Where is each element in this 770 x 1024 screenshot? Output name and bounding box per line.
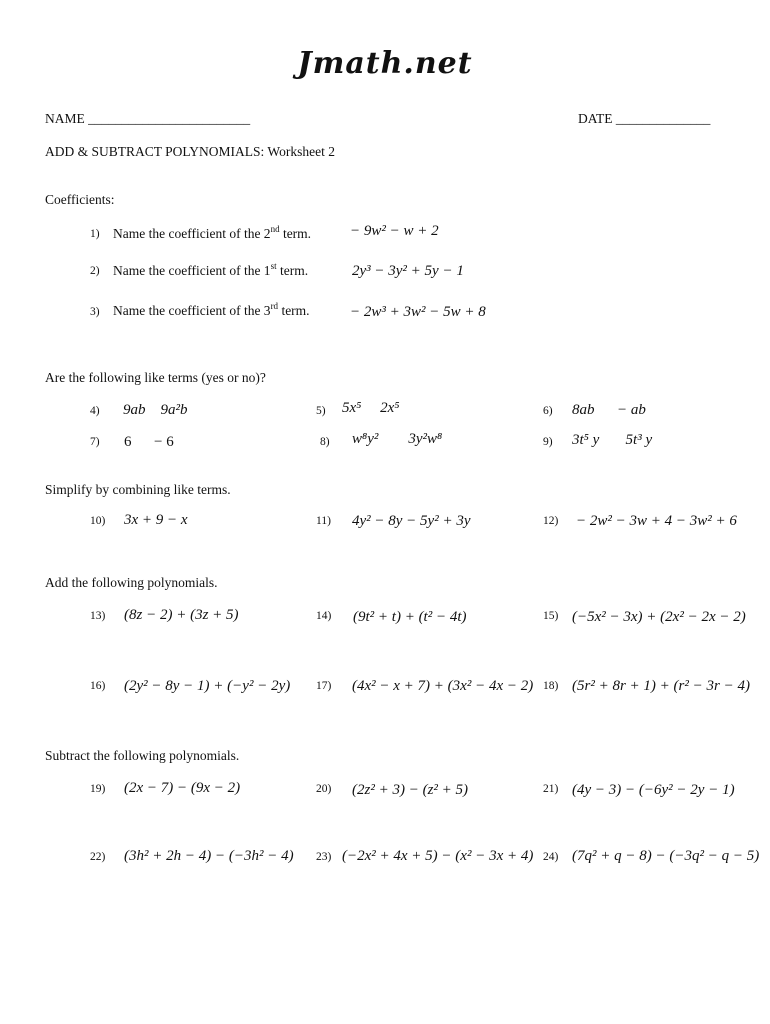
problem-instruction: Name the coefficient of the 2nd term. <box>113 224 312 241</box>
problem-number: 14) <box>316 610 332 622</box>
problem-expression: (5r² + 8r + 1) + (r² − 3r − 4) <box>572 678 750 694</box>
problem-expression: 3x + 9 − x <box>124 512 188 528</box>
problem-expression: w⁸y² 3y²w⁸ <box>352 431 443 447</box>
problem-expression: (8z − 2) + (3z + 5) <box>124 607 239 623</box>
problem-number: 18) <box>543 680 559 692</box>
problem-number: 12) <box>543 515 559 527</box>
problem-expression: (4y − 3) − (−6y² − 2y − 1) <box>572 782 735 798</box>
problem-instruction: Name the coefficient of the 1st term. <box>113 261 309 278</box>
problem-expression: (7q² + q − 8) − (−3q² − q − 5) <box>572 848 760 864</box>
problem-expression: (−2x² + 4x + 5) − (x² − 3x + 4) <box>342 848 534 864</box>
problem-expression: (9t² + t) + (t² − 4t) <box>353 609 467 625</box>
problem-number: 9) <box>543 436 553 448</box>
problem-number: 16) <box>90 680 106 692</box>
date-field-label: DATE ______________ <box>578 111 711 126</box>
problem-expression: 9ab 9a²b <box>123 402 188 418</box>
name-field-label: NAME ________________________ <box>45 111 251 126</box>
section-heading-add: Add the following polynomials. <box>45 575 218 590</box>
site-logo: Jmath.net <box>297 46 473 81</box>
problem-expression: (2z² + 3) − (z² + 5) <box>352 782 469 798</box>
problem-number: 19) <box>90 783 106 795</box>
problem-expression: (−5x² − 3x) + (2x² − 2x − 2) <box>572 609 746 625</box>
problem-expression: 6 − 6 <box>124 434 174 450</box>
problem-expression: 4y² − 8y − 5y² + 3y <box>352 513 471 529</box>
problem-expression: 3t⁵ y 5t³ y <box>572 432 653 448</box>
problem-expression: 8ab − ab <box>572 402 646 418</box>
problem-expression: − 9w² − w + 2 <box>350 223 439 239</box>
problem-expression: − 2w³ + 3w² − 5w + 8 <box>350 304 486 320</box>
problem-expression: (4x² − x + 7) + (3x² − 4x − 2) <box>352 678 534 694</box>
problem-number: 2) <box>90 265 100 277</box>
problem-number: 7) <box>90 436 100 448</box>
problem-number: 11) <box>316 515 331 527</box>
section-heading-coefficients: Coefficients: <box>45 192 115 207</box>
problem-instruction: Name the coefficient of the 3rd term. <box>113 301 310 318</box>
problem-number: 17) <box>316 680 332 692</box>
problem-number: 24) <box>543 851 559 863</box>
problem-expression: − 2w² − 3w + 4 − 3w² + 6 <box>576 513 737 529</box>
problem-expression: (2y² − 8y − 1) + (−y² − 2y) <box>124 678 291 694</box>
section-heading-simplify: Simplify by combining like terms. <box>45 482 231 497</box>
section-heading-like-terms: Are the following like terms (yes or no)? <box>45 370 266 385</box>
problem-expression: 5x⁵ 2x⁵ <box>342 400 400 416</box>
problem-expression: (2x − 7) − (9x − 2) <box>124 780 241 796</box>
problem-number: 22) <box>90 851 106 863</box>
problem-number: 6) <box>543 405 553 417</box>
problem-number: 1) <box>90 228 100 240</box>
problem-number: 4) <box>90 405 100 417</box>
problem-number: 10) <box>90 515 106 527</box>
problem-expression: (3h² + 2h − 4) − (−3h² − 4) <box>124 848 294 864</box>
worksheet-title: ADD & SUBTRACT POLYNOMIALS: Worksheet 2 <box>45 144 335 159</box>
problem-number: 20) <box>316 783 332 795</box>
problem-number: 21) <box>543 783 559 795</box>
problem-number: 8) <box>320 436 330 448</box>
section-heading-subtract: Subtract the following polynomials. <box>45 748 240 763</box>
problem-expression: 2y³ − 3y² + 5y − 1 <box>352 263 464 279</box>
problem-number: 23) <box>316 851 332 863</box>
problem-number: 13) <box>90 610 106 622</box>
problem-number: 5) <box>316 405 326 417</box>
problem-number: 15) <box>543 610 559 622</box>
problem-number: 3) <box>90 306 100 318</box>
